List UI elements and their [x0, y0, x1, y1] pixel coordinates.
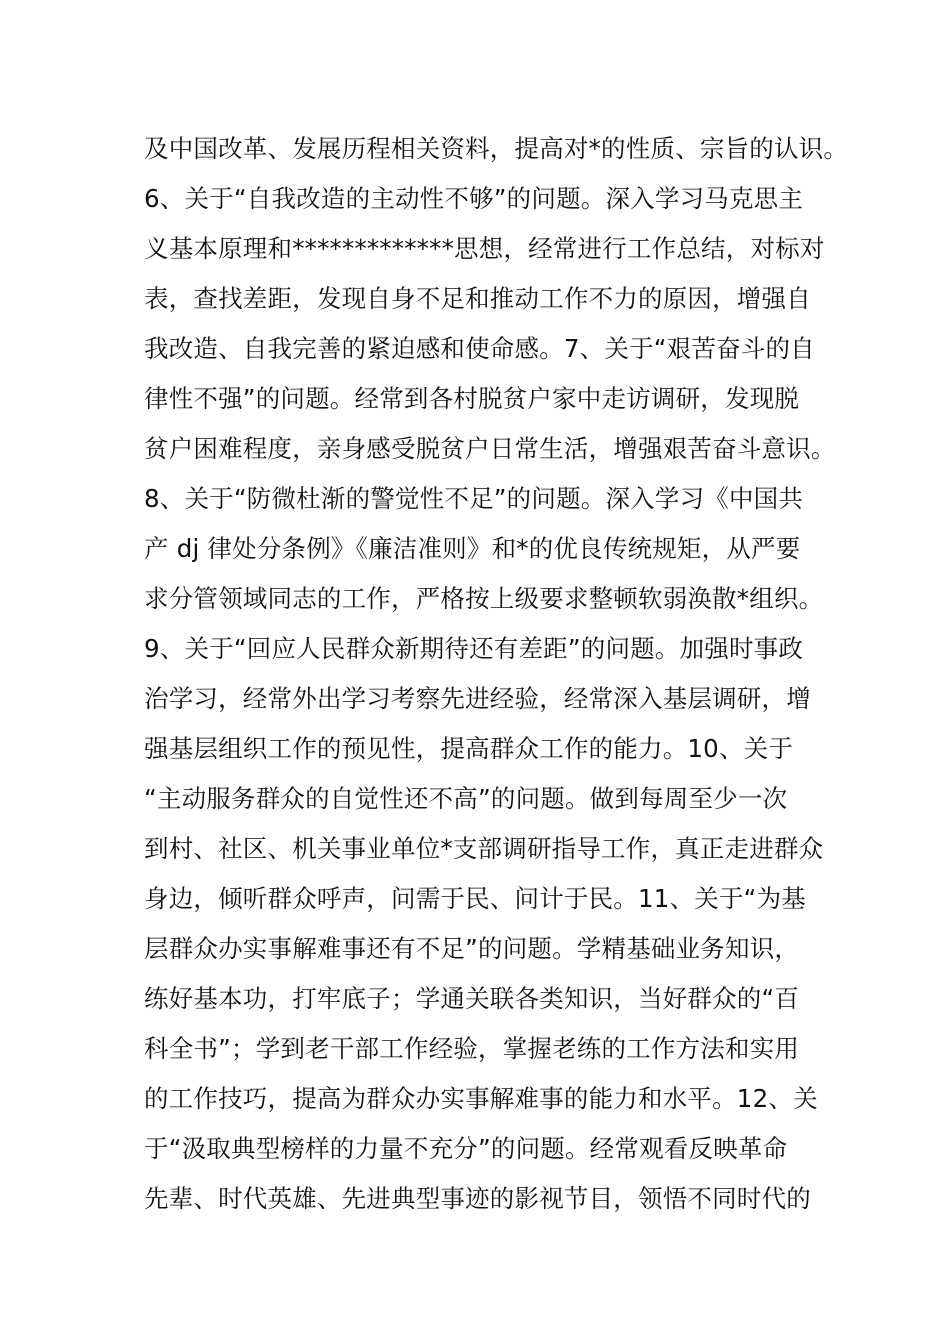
- text-line: “主动服务群众的自觉性还不高”的问题。做到每周至少一次: [144, 784, 788, 813]
- text-line: 表，查找差距，发现自身不足和推动工作不力的原因，增强自: [144, 284, 811, 313]
- text-line: 到村、社区、机关事业单位*支部调研指导工作，真正走进群众: [144, 834, 824, 863]
- text-line: 9、关于“回应人民群众新期待还有差距”的问题。加强时事政: [144, 634, 804, 663]
- text-line: 科全书”；学到老干部工作经验，掌握老练的工作方法和实用: [144, 1034, 800, 1063]
- text-line: 身边，倾听群众呼声，问需于民、问计于民。11、关于“为基: [144, 884, 806, 913]
- text-line: 我改造、自我完善的紧迫感和使命感。7、关于“艰苦奋斗的自: [144, 334, 815, 363]
- text-line: 及中国改革、发展历程相关资料，提高对*的性质、宗旨的认识。: [144, 134, 849, 163]
- text-line: 贫户困难程度，亲身感受脱贫户日常生活，增强艰苦奋斗意识。: [144, 434, 836, 463]
- text-line: 于“汲取典型榜样的力量不充分”的问题。经常观看反映革命: [144, 1134, 788, 1163]
- text-line: 产 dj 律处分条例》《廉洁准则》和*的优良传统规矩，从严要: [144, 534, 801, 563]
- text-line: 的工作技巧，提高为群众办实事解难事的能力和水平。12、关: [144, 1084, 818, 1113]
- body-text: [144, 124, 849, 1224]
- text-line: 6、关于“自我改造的主动性不够”的问题。深入学习马克思主: [144, 184, 804, 213]
- text-line: 练好基本功，打牢底子；学通关联各类知识，当好群众的“百: [144, 984, 800, 1013]
- text-line: 层群众办实事解难事还有不足”的问题。学精基础业务知识，: [144, 934, 800, 963]
- text-line: 求分管领域同志的工作，严格按上级要求整顿软弱涣散*组织。: [144, 584, 824, 613]
- text-line: 治学习，经常外出学习考察先进经验，经常深入基层调研，增: [144, 684, 811, 713]
- text-line: 8、关于“防微杜渐的警觉性不足”的问题。深入学习《中国共: [144, 484, 804, 513]
- text-line: 先辈、时代英雄、先进典型事迹的影视节目，领悟不同时代的: [144, 1184, 811, 1213]
- text-line: 义基本原理和*************思想，经常进行工作总结，对标对: [144, 234, 825, 263]
- text-line: 律性不强”的问题。经常到各村脱贫户家中走访调研，发现脱: [144, 384, 800, 413]
- text-line: 强基层组织工作的预见性，提高群众工作的能力。10、关于: [144, 734, 794, 763]
